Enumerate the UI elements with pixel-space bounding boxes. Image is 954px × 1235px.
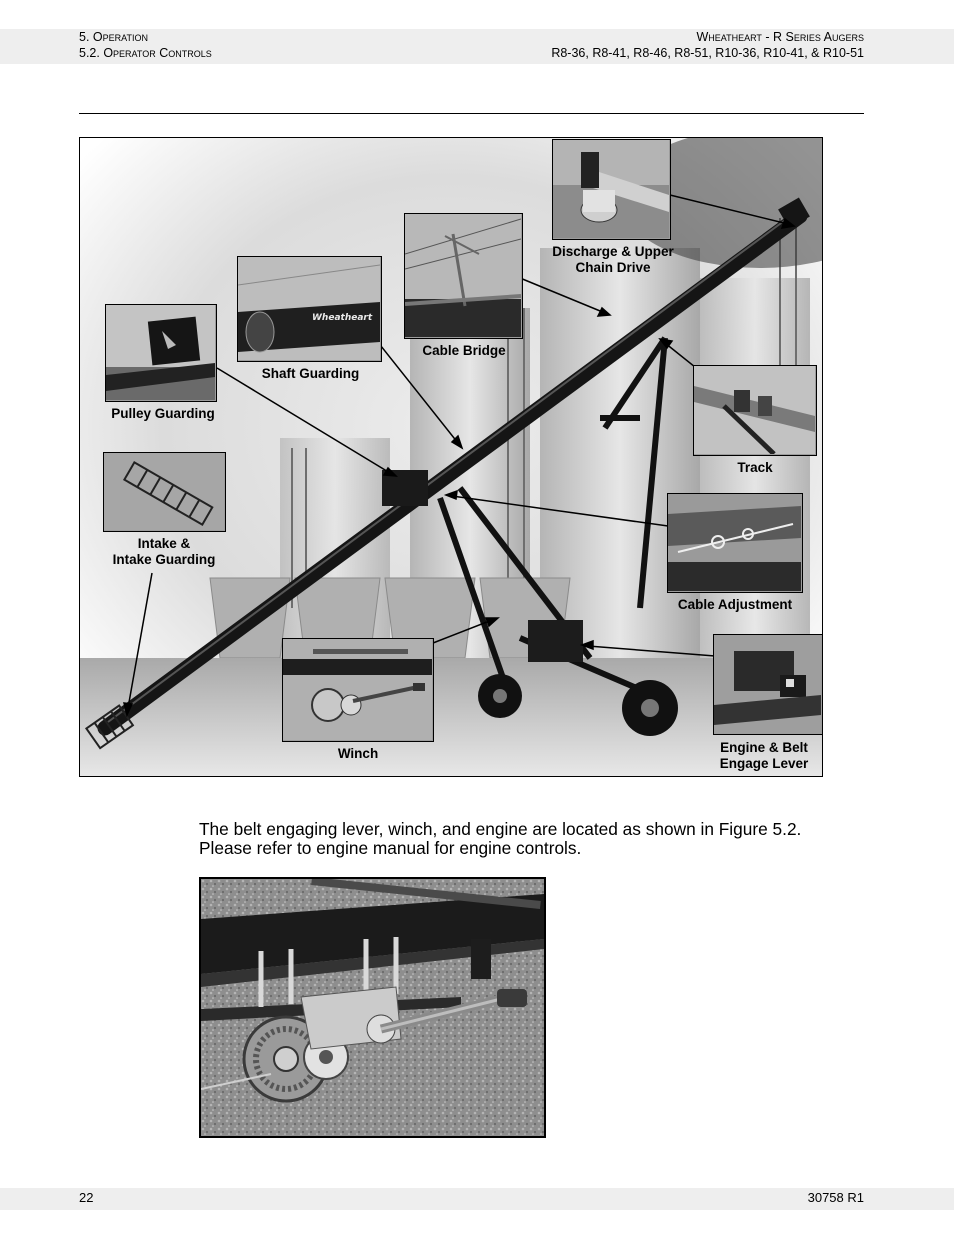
shaft-guarding-inset xyxy=(237,256,382,362)
winch-photo-graphic xyxy=(201,879,544,1136)
winch-inset xyxy=(282,638,434,742)
discharge-inset xyxy=(552,139,671,240)
engine-label-line2: Engage Lever xyxy=(719,756,809,771)
discharge-label xyxy=(540,244,686,276)
header-section: 5. Operation xyxy=(79,30,148,44)
cable-bridge-inset xyxy=(404,213,523,339)
pulley-guarding-inset xyxy=(105,304,217,402)
track-inset xyxy=(693,365,817,456)
pulley-guarding-label: Pulley Guarding xyxy=(111,406,215,421)
wheatheart-logo: Wheatheart xyxy=(312,313,373,323)
intake-label-line2: Intake Guarding xyxy=(112,552,216,567)
discharge-label-line2: Chain Drive xyxy=(575,260,651,275)
shaft-guarding-label: Shaft Guarding xyxy=(261,366,360,381)
cable-bridge-label: Cable Bridge xyxy=(422,343,506,358)
document-number: 30758 R1 xyxy=(807,1190,864,1205)
header-subsection: 5.2. Operator Controls xyxy=(79,46,212,60)
engine-inset xyxy=(713,634,823,735)
intake-label-line1: Intake & xyxy=(137,536,191,551)
winch-label: Winch xyxy=(337,746,379,761)
header-models: R8-36, R8-41, R8-46, R8-51, R10-36, R10-41, & R10-51 xyxy=(551,46,864,60)
header-right xyxy=(551,29,864,61)
page-number: 22 xyxy=(79,1190,94,1205)
cable-adjustment-label: Cable Adjustment xyxy=(677,597,793,612)
cable-adjustment-inset xyxy=(667,493,803,593)
intake-inset xyxy=(103,452,226,532)
track-label: Track xyxy=(737,460,773,475)
auger-overview-figure xyxy=(79,137,823,777)
header-rule xyxy=(79,113,864,114)
engine-label-line1: Engine & Belt xyxy=(720,740,808,755)
discharge-label-line1: Discharge & Upper xyxy=(552,244,674,259)
winch-photo xyxy=(199,877,546,1138)
header-left xyxy=(79,29,212,61)
header-title: Wheatheart - R Series Augers xyxy=(696,30,864,44)
intake-label xyxy=(98,536,230,568)
engine-label xyxy=(708,740,820,772)
body-line-1: The belt engaging lever, winch, and engine are located as shown in Figure 5.2. xyxy=(199,819,802,839)
body-line-2: Please refer to engine manual for engine controls. xyxy=(199,838,582,858)
body-paragraph xyxy=(199,820,879,858)
